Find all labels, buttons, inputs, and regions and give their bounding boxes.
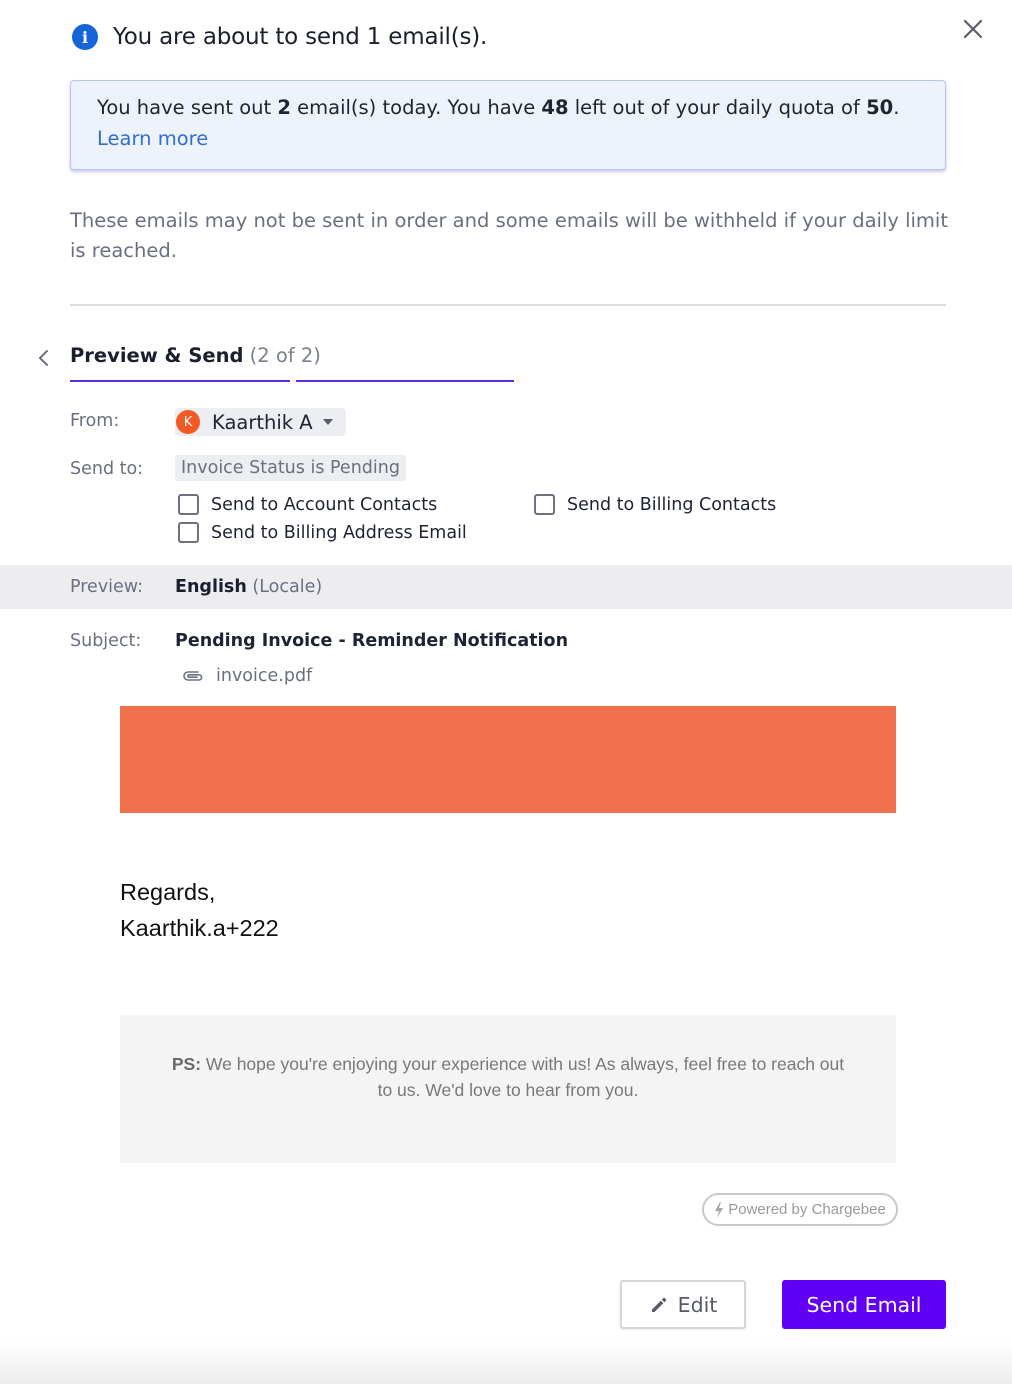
sender-name: Kaarthik A	[212, 410, 313, 434]
preview-bar	[0, 565, 1012, 609]
pencil-icon	[649, 1295, 669, 1315]
avatar: K	[176, 410, 200, 434]
ps-label: PS:	[171, 1054, 202, 1074]
powered-by-text: Powered by Chargebee	[728, 1201, 886, 1218]
bolt-icon	[714, 1202, 724, 1218]
edit-button[interactable]	[620, 1280, 746, 1329]
ps-text: We hope you're enjoying your experience with us! As always, feel free to reach out to us. We'd love to hear from you.	[201, 1054, 845, 1100]
chevron-left-icon[interactable]	[34, 347, 54, 369]
checkbox-label: Send to Account Contacts	[211, 494, 438, 515]
edit-label: Edit	[677, 1292, 718, 1317]
checkbox-label: Send to Billing Contacts	[567, 494, 777, 515]
preview-label: Preview:	[70, 577, 144, 597]
checkbox-label: Send to Billing Address Email	[211, 522, 467, 543]
daily-quota: 50	[866, 96, 894, 119]
checkbox-billing-contacts[interactable]	[534, 494, 776, 515]
step-indicator-2	[296, 380, 514, 382]
email-signature	[120, 874, 279, 946]
quota-text: left out of your daily quota of	[568, 96, 867, 119]
quota-text: .	[893, 96, 900, 119]
info-icon: i	[72, 24, 98, 50]
step-indicator-1	[70, 380, 290, 382]
checkbox-account-contacts[interactable]	[178, 494, 437, 515]
email-ps-box	[120, 1015, 896, 1163]
step-title	[70, 344, 321, 367]
preview-qualifier: (Locale)	[252, 577, 323, 597]
preview-language: English	[175, 577, 247, 597]
remaining-count: 48	[541, 96, 569, 119]
subject-value: Pending Invoice - Reminder Notification	[175, 631, 569, 651]
checkbox[interactable]	[534, 494, 555, 515]
step-progress: (2 of 2)	[249, 344, 321, 367]
attachment-icon	[181, 667, 205, 685]
subject-label: Subject:	[70, 631, 142, 651]
send-order-warning: These emails may not be sent in order and some emails will be withheld if your daily limit is reached.	[70, 209, 948, 262]
quota-message	[97, 94, 919, 122]
from-label: From:	[70, 411, 120, 431]
dialog-header	[72, 24, 487, 50]
send-email-button[interactable]: Send Email	[782, 1280, 946, 1329]
quota-text: You have sent out	[97, 96, 278, 119]
checkbox-billing-address-email[interactable]	[178, 522, 467, 543]
email-header-banner	[120, 706, 896, 813]
checkbox[interactable]	[178, 522, 199, 543]
send-to-label: Send to:	[70, 459, 144, 479]
step-name: Preview & Send	[70, 344, 244, 367]
recipient-filter-chip: Invoice Status is Pending	[175, 455, 406, 481]
signature-name: Kaarthik.a+222	[120, 915, 279, 941]
divider	[70, 304, 946, 306]
sender-dropdown[interactable]	[175, 408, 346, 436]
dialog-title: You are about to send 1 email(s).	[113, 24, 488, 50]
quota-text: email(s) today. You have	[290, 96, 542, 119]
attachment-name[interactable]: invoice.pdf	[216, 666, 313, 686]
checkbox[interactable]	[178, 494, 199, 515]
close-icon[interactable]	[960, 16, 986, 42]
caret-down-icon	[323, 419, 333, 425]
preview-locale	[175, 577, 322, 597]
quota-info-box	[70, 80, 946, 170]
learn-more-link[interactable]: Learn more	[97, 127, 209, 150]
footer-shadow	[0, 1340, 1012, 1384]
sent-count: 2	[277, 96, 291, 119]
regards-text: Regards,	[120, 879, 216, 905]
powered-by-badge	[702, 1193, 898, 1226]
